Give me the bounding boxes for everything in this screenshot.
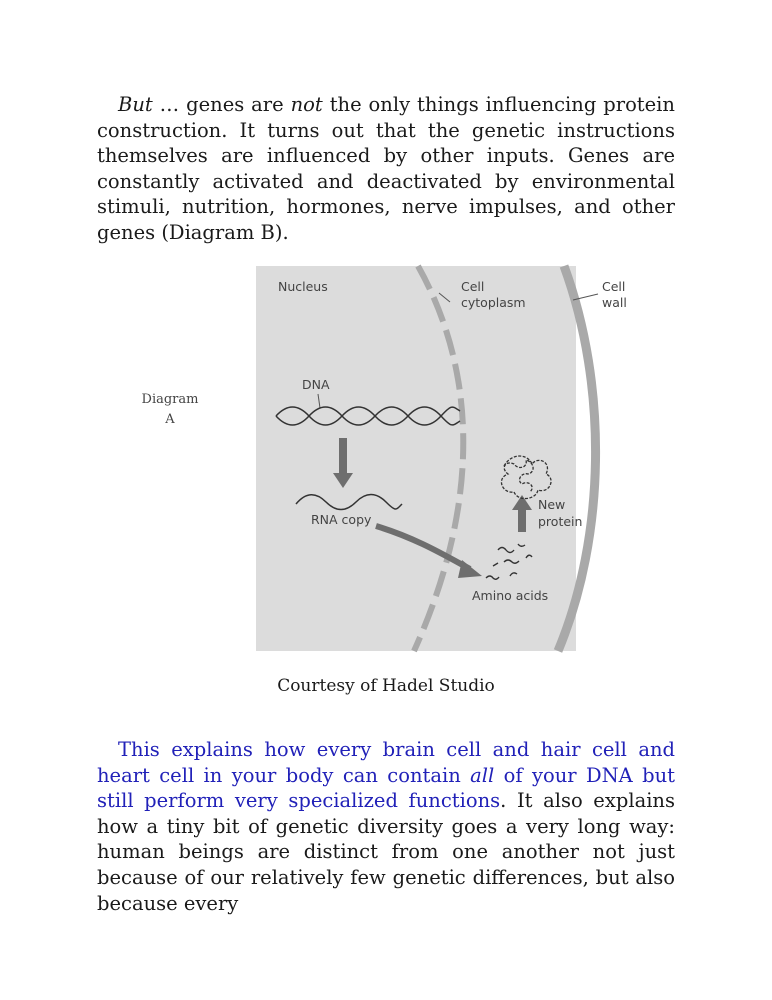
label-cytoplasm: cytoplasm [461,295,526,310]
folding-arrow-shaft [518,508,526,532]
label-cell: Cell [461,279,485,294]
transcription-arrow-shaft [339,438,347,474]
label-rna-copy: RNA copy [311,512,372,527]
paragraph-genes-influence [97,92,675,246]
link-text[interactable]: of your DNA but still perform very specialized functions [97,763,675,813]
emphasis-but: But [118,93,153,116]
diagram-label-letter: A [165,412,175,427]
link-text[interactable]: This explains how every brain cell and hair cell and heart cell in your body can contain [97,738,675,787]
paragraph-text: . It also explains how a tiny bit of genetic diversity goes a very long way: human beings are distinct from one another not just because of our relatively few genetic differences, but also because every [97,789,675,915]
cell-diagram [256,266,627,651]
paragraph-text: … genes are [152,93,291,116]
label-dna: DNA [302,377,330,392]
emphasis-all[interactable]: all [470,763,495,787]
emphasis-not: not [290,93,323,116]
label-cell-wall-cell: Cell [602,279,626,294]
paragraph-text: the only things influencing protein construction. It turns out that the genetic instructions themselves are influenced by other inputs. Genes are constantly activated and deactivated by environmental stimuli, nutrition, hormones, nerve impulses, and other genes (Diagram B). [97,93,675,244]
label-new: New [538,497,566,512]
cell-diagram-svg [256,266,627,651]
paragraph-cell-specialization [97,737,675,916]
label-cell-wall-wall: wall [602,295,627,310]
label-amino-acids: Amino acids [472,588,549,603]
diagram-label-word: Diagram [141,392,199,407]
figure-caption: Courtesy of Hadel Studio [277,676,495,696]
diagram-side-label [132,390,208,430]
label-nucleus: Nucleus [278,279,328,294]
label-protein: protein [538,514,583,529]
